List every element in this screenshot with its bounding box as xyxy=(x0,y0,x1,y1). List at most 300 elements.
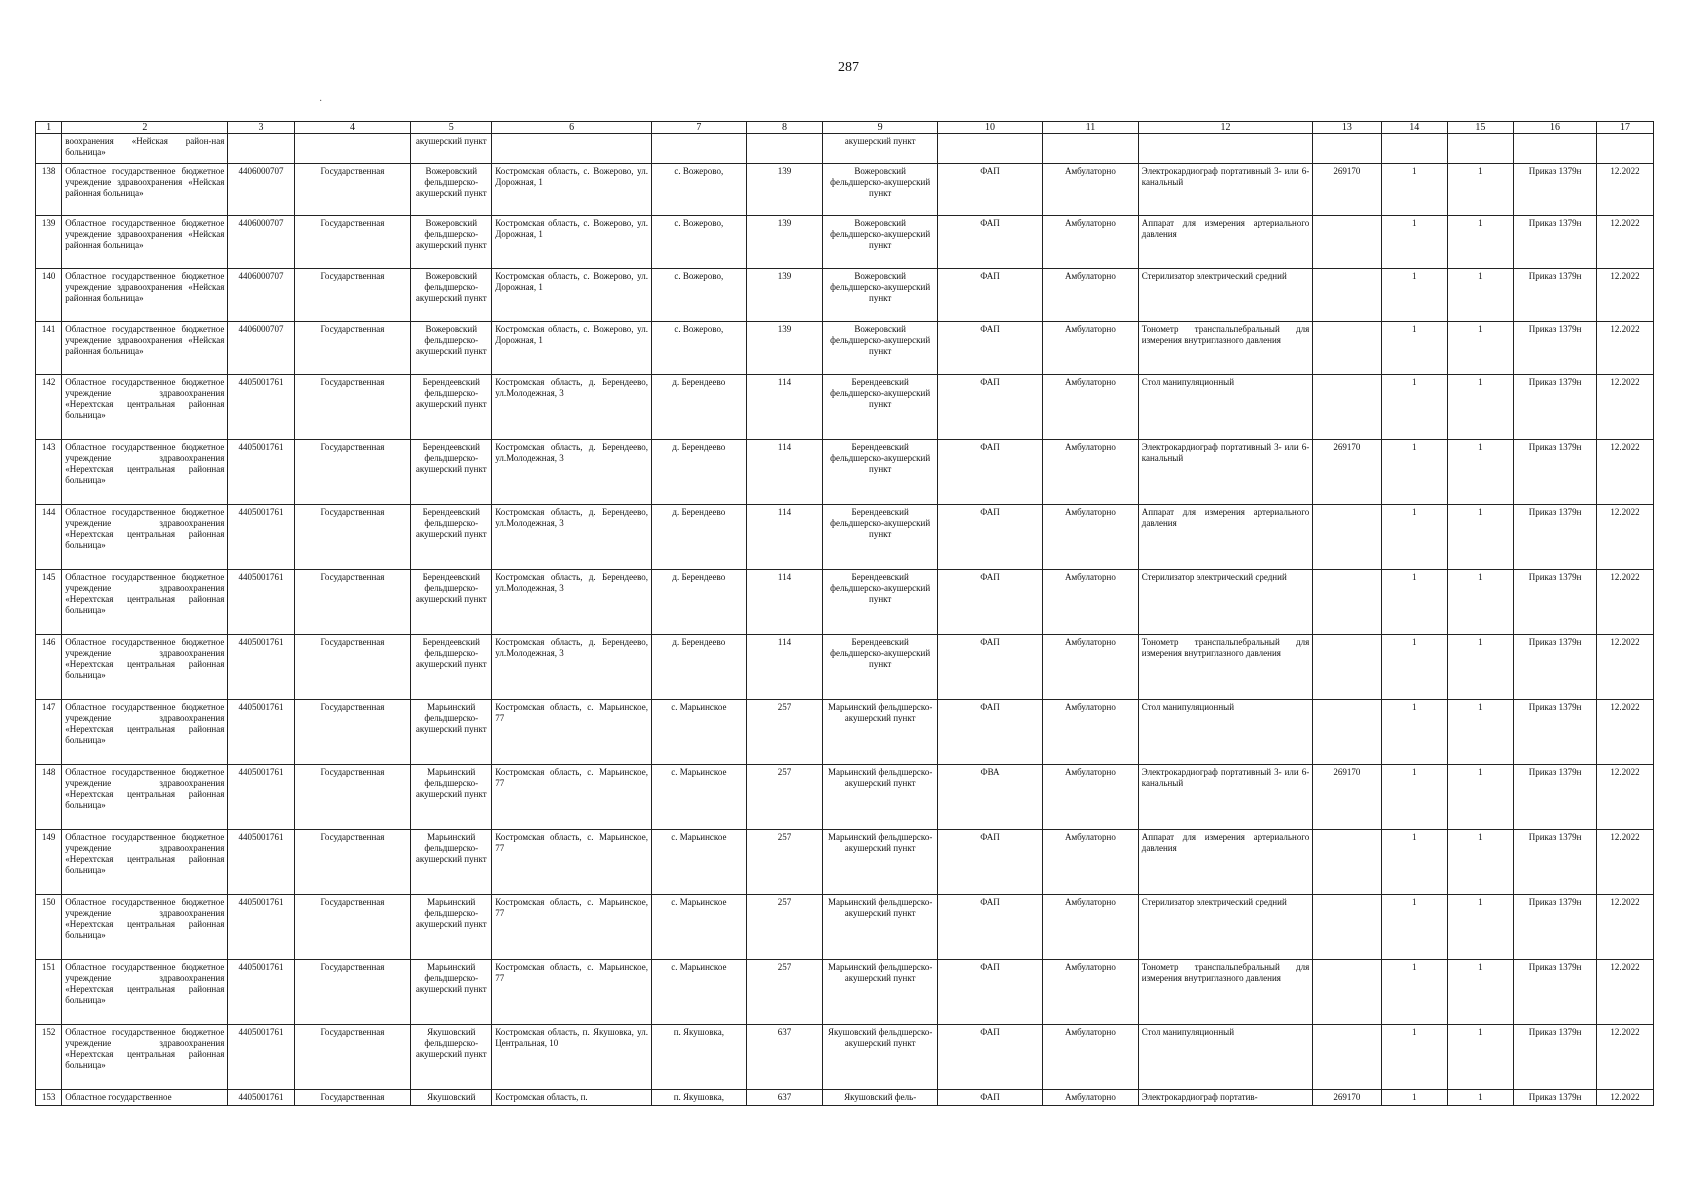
cell-organization: воохранения «Нейская район-ная больница» xyxy=(62,134,228,164)
cell-unit: Марьинский фельдшерско-акушерский пункт xyxy=(411,765,492,830)
column-number-10: 10 xyxy=(937,122,1042,134)
cell-qty-1: 1 xyxy=(1381,375,1447,440)
cell-population: 139 xyxy=(746,269,823,322)
column-number-9: 9 xyxy=(823,122,938,134)
cell-date: 12.2022 xyxy=(1597,322,1654,375)
cell-unit: Вожеровский фельдшерско-акушерский пункт xyxy=(411,269,492,322)
cell-qty-1 xyxy=(1381,134,1447,164)
table-row xyxy=(36,164,1654,216)
cell-form: Государственная xyxy=(294,164,411,216)
cell-address: Костромская область, с. Марьинское, 77 xyxy=(492,960,652,1025)
cell-code xyxy=(1313,570,1381,635)
cell-type xyxy=(937,134,1042,164)
table-row xyxy=(36,635,1654,700)
table-row xyxy=(36,1025,1654,1090)
column-number-row xyxy=(36,122,1654,134)
cell-qty-2: 1 xyxy=(1447,635,1513,700)
cell-qty-1: 1 xyxy=(1381,216,1447,269)
cell-qty-1: 1 xyxy=(1381,440,1447,505)
cell-address: Костромская область, с. Марьинское, 77 xyxy=(492,830,652,895)
table-row xyxy=(36,216,1654,269)
cell-order: Приказ 1379н xyxy=(1514,960,1597,1025)
cell-date: 12.2022 xyxy=(1597,635,1654,700)
column-number-11: 11 xyxy=(1043,122,1139,134)
cell-inn: 4405001761 xyxy=(228,765,294,830)
cell-qty-1: 1 xyxy=(1381,1025,1447,1090)
cell-population xyxy=(746,134,823,164)
cell-inn: 4405001761 xyxy=(228,1090,294,1106)
cell-inn: 4405001761 xyxy=(228,635,294,700)
cell-equipment: Аппарат для измерения артериального давления xyxy=(1138,505,1313,570)
equipment-register-table xyxy=(35,121,1654,1106)
cell-inn: 4406000707 xyxy=(228,164,294,216)
cell-order: Приказ 1379н xyxy=(1514,830,1597,895)
cell-care: Амбулаторно xyxy=(1043,505,1139,570)
cell-organization: Областное государственное бюджетное учреждение здравоохранения «Нейская районная больница» xyxy=(62,164,228,216)
cell-organization: Областное государственное бюджетное учреждение здравоохранения «Нерехтская центральная районная больница» xyxy=(62,960,228,1025)
cell-population: 257 xyxy=(746,765,823,830)
cell-settlement: п. Якушовка, xyxy=(652,1090,747,1106)
cell-address: Костромская область, с. Вожерово, ул. Дорожная, 1 xyxy=(492,269,652,322)
cell-address: Костромская область, д. Берендеево, ул.Молодежная, 3 xyxy=(492,635,652,700)
cell-address: Костромская область, с. Вожерово, ул. Дорожная, 1 xyxy=(492,322,652,375)
cell-care: Амбулаторно xyxy=(1043,765,1139,830)
cell-population: 139 xyxy=(746,322,823,375)
cell-care: Амбулаторно xyxy=(1043,895,1139,960)
cell-date: 12.2022 xyxy=(1597,440,1654,505)
cell-date: 12.2022 xyxy=(1597,960,1654,1025)
cell-code xyxy=(1313,1025,1381,1090)
cell-form: Государственная xyxy=(294,895,411,960)
cell-form: Государственная xyxy=(294,765,411,830)
cell-num: 149 xyxy=(36,830,62,895)
cell-settlement: с. Вожерово, xyxy=(652,216,747,269)
table-row xyxy=(36,375,1654,440)
cell-unit: Вожеровский фельдшерско-акушерский пункт xyxy=(411,322,492,375)
cell-address: Костромская область, п. xyxy=(492,1090,652,1106)
cell-equipment: Стерилизатор электрический средний xyxy=(1138,895,1313,960)
cell-settlement: д. Берендеево xyxy=(652,570,747,635)
cell-code xyxy=(1313,134,1381,164)
cell-code xyxy=(1313,635,1381,700)
cell-num: 151 xyxy=(36,960,62,1025)
cell-date: 12.2022 xyxy=(1597,700,1654,765)
cell-form: Государственная xyxy=(294,1090,411,1106)
table-row xyxy=(36,505,1654,570)
cell-settlement: д. Берендеево xyxy=(652,635,747,700)
cell-unit: Марьинский фельдшерско-акушерский пункт xyxy=(411,960,492,1025)
cell-num: 150 xyxy=(36,895,62,960)
table-row xyxy=(36,830,1654,895)
cell-qty-2: 1 xyxy=(1447,1090,1513,1106)
cell-type: ФАП xyxy=(937,1025,1042,1090)
cell-form: Государственная xyxy=(294,830,411,895)
cell-settlement: с. Марьинское xyxy=(652,895,747,960)
cell-date: 12.2022 xyxy=(1597,570,1654,635)
cell-inn: 4406000707 xyxy=(228,269,294,322)
table-row xyxy=(36,895,1654,960)
cell-facility: акушерский пункт xyxy=(823,134,938,164)
cell-code: 269170 xyxy=(1313,440,1381,505)
cell-num: 146 xyxy=(36,635,62,700)
cell-qty-2: 1 xyxy=(1447,1025,1513,1090)
cell-inn xyxy=(228,134,294,164)
cell-address: Костромская область, п. Якушовка, ул. Центральная, 10 xyxy=(492,1025,652,1090)
cell-num: 141 xyxy=(36,322,62,375)
cell-inn: 4405001761 xyxy=(228,570,294,635)
cell-type: ФАП xyxy=(937,895,1042,960)
cell-qty-1: 1 xyxy=(1381,765,1447,830)
cell-date: 12.2022 xyxy=(1597,830,1654,895)
cell-order: Приказ 1379н xyxy=(1514,440,1597,505)
table-row xyxy=(36,765,1654,830)
cell-facility: Марьинский фельдшерско-акушерский пункт xyxy=(823,700,938,765)
cell-order: Приказ 1379н xyxy=(1514,216,1597,269)
cell-organization: Областное государственное бюджетное учреждение здравоохранения «Нейская районная больница» xyxy=(62,216,228,269)
cell-code: 269170 xyxy=(1313,164,1381,216)
cell-qty-2: 1 xyxy=(1447,765,1513,830)
cell-care: Амбулаторно xyxy=(1043,960,1139,1025)
column-number-12: 12 xyxy=(1138,122,1313,134)
cell-facility: Берендеевский фельдшерско-акушерский пункт xyxy=(823,375,938,440)
cell-type: ФАП xyxy=(937,960,1042,1025)
cell-care: Амбулаторно xyxy=(1043,830,1139,895)
cell-address: Костромская область, д. Берендеево, ул.Молодежная, 3 xyxy=(492,570,652,635)
cell-code xyxy=(1313,216,1381,269)
cell-code xyxy=(1313,375,1381,440)
table-row xyxy=(36,269,1654,322)
cell-equipment: Стерилизатор электрический средний xyxy=(1138,269,1313,322)
cell-num: 153 xyxy=(36,1090,62,1106)
cell-care: Амбулаторно xyxy=(1043,1090,1139,1106)
cell-qty-2: 1 xyxy=(1447,505,1513,570)
cell-qty-1: 1 xyxy=(1381,322,1447,375)
cell-inn: 4405001761 xyxy=(228,960,294,1025)
table-row xyxy=(36,700,1654,765)
cell-care: Амбулаторно xyxy=(1043,269,1139,322)
cell-type: ФАП xyxy=(937,700,1042,765)
cell-type: ФАП xyxy=(937,1090,1042,1106)
cell-population: 114 xyxy=(746,375,823,440)
cell-type: ФВА xyxy=(937,765,1042,830)
cell-unit: Берендеевский фельдшерско-акушерский пункт xyxy=(411,635,492,700)
table-body xyxy=(36,122,1654,1106)
cell-order xyxy=(1514,134,1597,164)
cell-organization: Областное государственное бюджетное учреждение здравоохранения «Нерехтская центральная районная больница» xyxy=(62,375,228,440)
cell-code xyxy=(1313,960,1381,1025)
cell-population: 637 xyxy=(746,1025,823,1090)
cell-facility: Якушовский фельдшерско-акушерский пункт xyxy=(823,1025,938,1090)
cell-unit: Берендеевский фельдшерско-акушерский пункт xyxy=(411,375,492,440)
cell-num: 152 xyxy=(36,1025,62,1090)
cell-population: 257 xyxy=(746,700,823,765)
cell-equipment: Стерилизатор электрический средний xyxy=(1138,570,1313,635)
cell-num: 147 xyxy=(36,700,62,765)
cell-type: ФАП xyxy=(937,570,1042,635)
table-row xyxy=(36,440,1654,505)
cell-num: 145 xyxy=(36,570,62,635)
cell-settlement: с. Марьинское xyxy=(652,765,747,830)
column-number-4: 4 xyxy=(294,122,411,134)
cell-organization: Областное государственное бюджетное учреждение здравоохранения «Нерехтская центральная районная больница» xyxy=(62,505,228,570)
cell-form: Государственная xyxy=(294,505,411,570)
cell-num: 138 xyxy=(36,164,62,216)
cell-care: Амбулаторно xyxy=(1043,570,1139,635)
cell-qty-2: 1 xyxy=(1447,895,1513,960)
cell-unit: акушерский пункт xyxy=(411,134,492,164)
cell-equipment: Электрокардиограф портативный 3- или 6-канальный xyxy=(1138,440,1313,505)
cell-inn: 4405001761 xyxy=(228,505,294,570)
cell-num xyxy=(36,134,62,164)
cell-equipment: Тонометр транспальпебральный для измерения внутриглазного давления xyxy=(1138,960,1313,1025)
cell-qty-1: 1 xyxy=(1381,505,1447,570)
cell-care: Амбулаторно xyxy=(1043,440,1139,505)
cell-qty-2: 1 xyxy=(1447,440,1513,505)
cell-population: 257 xyxy=(746,895,823,960)
cell-organization: Областное государственное бюджетное учреждение здравоохранения «Нерехтская центральная районная больница» xyxy=(62,895,228,960)
cell-population: 114 xyxy=(746,635,823,700)
cell-facility: Вожеровский фельдшерско-акушерский пункт xyxy=(823,322,938,375)
cell-code xyxy=(1313,700,1381,765)
cell-type: ФАП xyxy=(937,635,1042,700)
cell-care: Амбулаторно xyxy=(1043,375,1139,440)
cell-qty-1: 1 xyxy=(1381,635,1447,700)
cell-equipment: Стол манипуляционный xyxy=(1138,700,1313,765)
cell-date: 12.2022 xyxy=(1597,505,1654,570)
cell-facility: Марьинский фельдшерско-акушерский пункт xyxy=(823,830,938,895)
cell-organization: Областное государственное бюджетное учреждение здравоохранения «Нерехтская центральная районная больница» xyxy=(62,830,228,895)
cell-population: 114 xyxy=(746,570,823,635)
table-row xyxy=(36,570,1654,635)
cell-qty-1: 1 xyxy=(1381,570,1447,635)
cell-form: Государственная xyxy=(294,1025,411,1090)
cell-organization: Областное государственное бюджетное учреждение здравоохранения «Нейская районная больница» xyxy=(62,269,228,322)
cell-address: Костромская область, д. Берендеево, ул.Молодежная, 3 xyxy=(492,440,652,505)
table-row xyxy=(36,322,1654,375)
cell-order: Приказ 1379н xyxy=(1514,700,1597,765)
cell-order: Приказ 1379н xyxy=(1514,570,1597,635)
cell-form: Государственная xyxy=(294,700,411,765)
cell-date: 12.2022 xyxy=(1597,1025,1654,1090)
cell-facility: Вожеровский фельдшерско-акушерский пункт xyxy=(823,269,938,322)
cell-equipment: Электрокардиограф портативный 3- или 6-канальный xyxy=(1138,765,1313,830)
cell-form: Государственная xyxy=(294,570,411,635)
cell-date: 12.2022 xyxy=(1597,216,1654,269)
cell-inn: 4405001761 xyxy=(228,895,294,960)
cell-population: 257 xyxy=(746,830,823,895)
cell-order: Приказ 1379н xyxy=(1514,765,1597,830)
cell-order: Приказ 1379н xyxy=(1514,895,1597,960)
cell-qty-2: 1 xyxy=(1447,164,1513,216)
continuation-row xyxy=(36,134,1654,164)
cell-date: 12.2022 xyxy=(1597,164,1654,216)
cell-settlement xyxy=(652,134,747,164)
cell-organization: Областное государственное бюджетное учреждение здравоохранения «Нерехтская центральная районная больница» xyxy=(62,700,228,765)
cell-type: ФАП xyxy=(937,440,1042,505)
cell-qty-2: 1 xyxy=(1447,960,1513,1025)
cell-qty-1: 1 xyxy=(1381,164,1447,216)
cell-inn: 4405001761 xyxy=(228,700,294,765)
cell-qty-1: 1 xyxy=(1381,830,1447,895)
cell-equipment: Электрокардиограф портативный 3- или 6-канальный xyxy=(1138,164,1313,216)
cell-date: 12.2022 xyxy=(1597,1090,1654,1106)
cell-unit: Берендеевский фельдшерско-акушерский пункт xyxy=(411,505,492,570)
cell-date xyxy=(1597,134,1654,164)
cell-type: ФАП xyxy=(937,830,1042,895)
cell-form: Государственная xyxy=(294,216,411,269)
cell-organization: Областное государственное бюджетное учреждение здравоохранения «Нейская районная больница» xyxy=(62,322,228,375)
cell-care: Амбулаторно xyxy=(1043,164,1139,216)
cell-code xyxy=(1313,830,1381,895)
column-number-14: 14 xyxy=(1381,122,1447,134)
cell-unit: Якушовский xyxy=(411,1090,492,1106)
cell-population: 114 xyxy=(746,440,823,505)
cell-num: 148 xyxy=(36,765,62,830)
cell-facility: Вожеровский фельдшерско-акушерский пункт xyxy=(823,216,938,269)
cell-address: Костромская область, д. Берендеево, ул.Молодежная, 3 xyxy=(492,375,652,440)
cell-form: Государственная xyxy=(294,635,411,700)
cell-facility: Берендеевский фельдшерско-акушерский пункт xyxy=(823,440,938,505)
cell-order: Приказ 1379н xyxy=(1514,1090,1597,1106)
cell-facility: Марьинский фельдшерско-акушерский пункт xyxy=(823,960,938,1025)
cell-settlement: с. Вожерово, xyxy=(652,322,747,375)
cell-facility: Марьинский фельдшерско-акушерский пункт xyxy=(823,895,938,960)
cell-address: Костромская область, д. Берендеево, ул.Молодежная, 3 xyxy=(492,505,652,570)
cell-equipment: Электрокардиограф портатив- xyxy=(1138,1090,1313,1106)
cell-organization: Областное государственное бюджетное учреждение здравоохранения «Нерехтская центральная районная больница» xyxy=(62,765,228,830)
cell-qty-2: 1 xyxy=(1447,570,1513,635)
cell-order: Приказ 1379н xyxy=(1514,635,1597,700)
cell-facility: Марьинский фельдшерско-акушерский пункт xyxy=(823,765,938,830)
cell-inn: 4405001761 xyxy=(228,375,294,440)
cell-care: Амбулаторно xyxy=(1043,1025,1139,1090)
cell-care xyxy=(1043,134,1139,164)
cell-equipment xyxy=(1138,134,1313,164)
column-number-5: 5 xyxy=(411,122,492,134)
cell-address: Костромская область, с. Марьинское, 77 xyxy=(492,895,652,960)
column-number-13: 13 xyxy=(1313,122,1381,134)
column-number-3: 3 xyxy=(228,122,294,134)
cell-form: Государственная xyxy=(294,269,411,322)
cell-qty-1: 1 xyxy=(1381,960,1447,1025)
cell-code: 269170 xyxy=(1313,765,1381,830)
cell-qty-1: 1 xyxy=(1381,895,1447,960)
cell-order: Приказ 1379н xyxy=(1514,164,1597,216)
cell-care: Амбулаторно xyxy=(1043,635,1139,700)
column-number-7: 7 xyxy=(652,122,747,134)
cell-num: 144 xyxy=(36,505,62,570)
cell-equipment: Аппарат для измерения артериального давления xyxy=(1138,830,1313,895)
scan-speck: · xyxy=(319,96,323,107)
table-row xyxy=(36,1090,1654,1106)
cell-equipment: Стол манипуляционный xyxy=(1138,1025,1313,1090)
cell-type: ФАП xyxy=(937,269,1042,322)
cell-unit: Вожеровский фельдшерско-акушерский пункт xyxy=(411,164,492,216)
column-number-16: 16 xyxy=(1514,122,1597,134)
cell-address: Костромская область, с. Марьинское, 77 xyxy=(492,700,652,765)
cell-unit: Марьинский фельдшерско-акушерский пункт xyxy=(411,700,492,765)
cell-population: 257 xyxy=(746,960,823,1025)
cell-type: ФАП xyxy=(937,322,1042,375)
cell-settlement: д. Берендеево xyxy=(652,505,747,570)
cell-form: Государственная xyxy=(294,960,411,1025)
cell-qty-2: 1 xyxy=(1447,700,1513,765)
cell-qty-1: 1 xyxy=(1381,1090,1447,1106)
cell-care: Амбулаторно xyxy=(1043,216,1139,269)
cell-code: 269170 xyxy=(1313,1090,1381,1106)
cell-inn: 4405001761 xyxy=(228,830,294,895)
cell-organization: Областное государственное бюджетное учреждение здравоохранения «Нерехтская центральная районная больница» xyxy=(62,570,228,635)
page-number: 287 xyxy=(838,60,859,75)
cell-unit: Берендеевский фельдшерско-акушерский пункт xyxy=(411,440,492,505)
cell-date: 12.2022 xyxy=(1597,895,1654,960)
cell-population: 139 xyxy=(746,216,823,269)
cell-num: 142 xyxy=(36,375,62,440)
cell-order: Приказ 1379н xyxy=(1514,322,1597,375)
cell-order: Приказ 1379н xyxy=(1514,505,1597,570)
cell-settlement: с. Вожерово, xyxy=(652,164,747,216)
cell-settlement: с. Марьинское xyxy=(652,830,747,895)
column-number-8: 8 xyxy=(746,122,823,134)
cell-qty-2: 1 xyxy=(1447,830,1513,895)
cell-settlement: д. Берендеево xyxy=(652,440,747,505)
cell-unit: Берендеевский фельдшерско-акушерский пункт xyxy=(411,570,492,635)
cell-equipment: Тонометр транспальпебральный для измерения внутриглазного давления xyxy=(1138,322,1313,375)
cell-order: Приказ 1379н xyxy=(1514,375,1597,440)
cell-address: Костромская область, с. Вожерово, ул. Дорожная, 1 xyxy=(492,164,652,216)
cell-inn: 4406000707 xyxy=(228,216,294,269)
cell-form xyxy=(294,134,411,164)
cell-qty-2: 1 xyxy=(1447,216,1513,269)
column-number-15: 15 xyxy=(1447,122,1513,134)
cell-qty-2: 1 xyxy=(1447,375,1513,440)
cell-settlement: с. Вожерово, xyxy=(652,269,747,322)
column-number-1: 1 xyxy=(36,122,62,134)
column-number-2: 2 xyxy=(62,122,228,134)
cell-population: 114 xyxy=(746,505,823,570)
cell-unit: Марьинский фельдшерско-акушерский пункт xyxy=(411,830,492,895)
cell-equipment: Тонометр транспальпебральный для измерения внутриглазного давления xyxy=(1138,635,1313,700)
cell-order: Приказ 1379н xyxy=(1514,1025,1597,1090)
cell-organization: Областное государственное бюджетное учреждение здравоохранения «Нерехтская центральная районная больница» xyxy=(62,440,228,505)
cell-code xyxy=(1313,505,1381,570)
cell-code xyxy=(1313,322,1381,375)
cell-settlement: д. Берендеево xyxy=(652,375,747,440)
cell-type: ФАП xyxy=(937,375,1042,440)
cell-address: Костромская область, с. Марьинское, 77 xyxy=(492,765,652,830)
cell-form: Государственная xyxy=(294,375,411,440)
cell-form: Государственная xyxy=(294,440,411,505)
cell-qty-1: 1 xyxy=(1381,700,1447,765)
cell-care: Амбулаторно xyxy=(1043,322,1139,375)
cell-code xyxy=(1313,269,1381,322)
cell-code xyxy=(1313,895,1381,960)
cell-inn: 4406000707 xyxy=(228,322,294,375)
cell-num: 139 xyxy=(36,216,62,269)
cell-settlement: с. Марьинское xyxy=(652,700,747,765)
cell-facility: Якушовский фель- xyxy=(823,1090,938,1106)
cell-facility: Вожеровский фельдшерско-акушерский пункт xyxy=(823,164,938,216)
cell-facility: Берендеевский фельдшерско-акушерский пункт xyxy=(823,635,938,700)
cell-equipment: Аппарат для измерения артериального давления xyxy=(1138,216,1313,269)
cell-type: ФАП xyxy=(937,505,1042,570)
cell-inn: 4405001761 xyxy=(228,440,294,505)
cell-num: 140 xyxy=(36,269,62,322)
cell-num: 143 xyxy=(36,440,62,505)
cell-date: 12.2022 xyxy=(1597,269,1654,322)
cell-equipment: Стол манипуляционный xyxy=(1138,375,1313,440)
cell-inn: 4405001761 xyxy=(228,1025,294,1090)
